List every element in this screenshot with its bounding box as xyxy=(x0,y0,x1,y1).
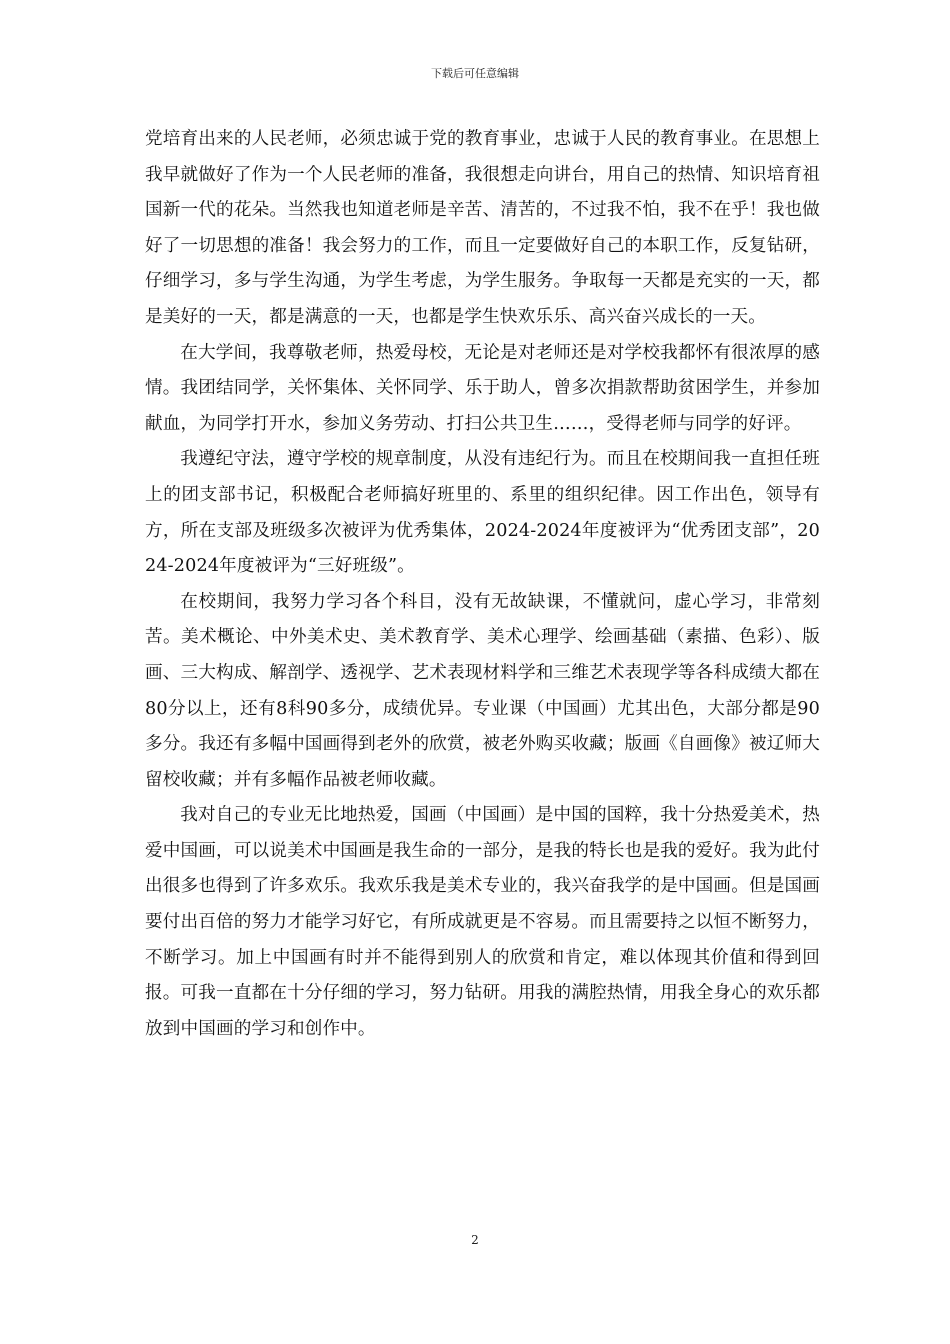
paragraph-2: 在大学间，我尊敬老师，热爱母校，无论是对老师还是对学校我都怀有很浓厚的感情。我团结同学，关怀集体、关怀同学、乐于助人，曾多次捐款帮助贫困学生，并参加献血，为同学打开水，参加义务劳动、打扫公共卫生……，受得老师与同学的好评。 xyxy=(145,342,820,434)
paragraph-4: 在校期间，我努力学习各个科目，没有无故缺课，不懂就问，虚心学习，非常刻苦。美术概论、中外美术史、美术教育学、美术心理学、绘画基础（素描、色彩）、版画、三大构成、解剖学、透视学、艺术表现材料学和三维艺术表现学等各科成绩大都在80分以上，还有8科90多分，成绩优异。专业课（中国画）尤其出色，大部分都是90多分。我还有多幅中国画得到老外的欣赏，被老外购买收藏；版画《自画像》被辽师大留校收藏；并有多幅作品被老师收藏。 xyxy=(145,591,820,790)
document-body xyxy=(145,122,820,1047)
paragraph-1: 党培育出来的人民老师，必须忠诚于党的教育事业，忠诚于人民的教育事业。在思想上我早就做好了作为一个人民老师的准备，我很想走向讲台，用自己的热情、知识培育祖国新一代的花朵。当然我也知道老师是辛苦、清苦的，不过我不怕，我不在乎！我也做好了一切思想的准备！我会努力的工作，而且一定要做好自己的本职工作，反复钻研，仔细学习，多与学生沟通，为学生考虑，为学生服务。争取每一天都是充实的一天，都是美好的一天，都是满意的一天，也都是学生快欢乐乐、高兴奋兴成长的一天。 xyxy=(145,129,820,327)
page-number: 2 xyxy=(471,1233,479,1247)
paragraph-5: 我对自己的专业无比地热爱，国画（中国画）是中国的国粹，我十分热爱美术，热爱中国画，可以说美术中国画是我生命的一部分，是我的特长也是我的爱好。我为此付出很多也得到了许多欢乐。我欢乐我是美术专业的，我兴奋我学的是中国画。但是国画要付出百倍的努力才能学习好它，有所成就更是不容易。而且需要持之以恒不断努力，不断学习。加上中国画有时并不能得到别人的欣赏和肯定，难以体现其价值和得到回报。可我一直都在十分仔细的学习，努力钻研。用我的满腔热情，用我全身心的欢乐都放到中国画的学习和创作中。 xyxy=(145,805,820,1039)
paragraph-3: 我遵纪守法，遵守学校的规章制度，从没有违纪行为。而且在校期间我一直担任班上的团支部书记，积极配合老师搞好班里的、系里的组织纪律。因工作出色，领导有方，所在支部及班级多次被评为优秀集体，2024-2024年度被评为“优秀团支部”，2024-2024年度被评为“三好班级”。 xyxy=(145,449,820,577)
page-header: 下载后可任意编辑 xyxy=(431,67,519,80)
